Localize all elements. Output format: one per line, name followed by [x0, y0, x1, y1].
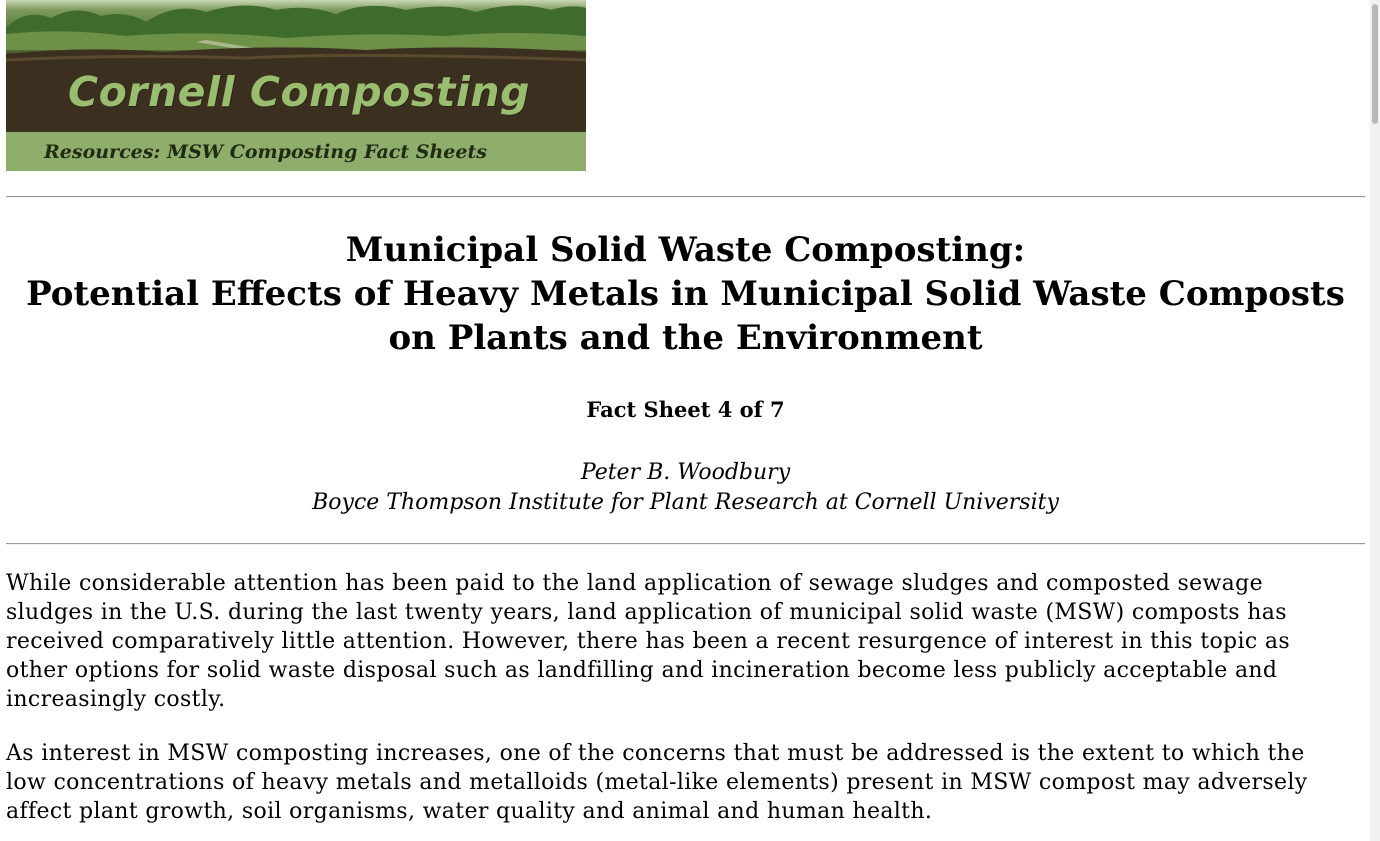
horizontal-divider-top: [6, 196, 1365, 198]
title-line-3: on Plants and the Environment: [388, 318, 983, 358]
author-block: [0, 458, 1371, 518]
title-line-2: Potential Effects of Heavy Metals in Municipal Solid Waste Composts: [26, 274, 1345, 314]
author-name: Peter B. Woodbury: [580, 460, 791, 485]
banner-subtitle: Resources: MSW Composting Fact Sheets: [44, 141, 487, 163]
scrollbar-thumb[interactable]: [1372, 4, 1378, 124]
vertical-scrollbar[interactable]: [1370, 0, 1380, 841]
fact-sheet-number: Fact Sheet 4 of 7: [586, 397, 785, 422]
banner-title: Cornell Composting: [68, 68, 530, 116]
cornell-composting-banner[interactable]: [6, 0, 586, 171]
body-paragraph: While considerable attention has been paid to the land application of sewage sludges and composted sewage sludges in the U.S. during the last twenty years, land application of municipal solid waste (MSW) composts has received comparatively little attention. However, there has been a recent resurgence of interest in this topic as other options for solid waste disposal such as landfilling and incineration become less publicly acceptable and increasingly costly.: [6, 571, 1290, 712]
body-paragraph: As interest in MSW composting increases, one of the concerns that must be addressed is the extent to which the low concentrations of heavy metals and metalloids (metal-like elements) present in MSW compost may adversely affect plant growth, soil organisms, water quality and animal and human health.: [6, 741, 1308, 824]
title-line-1: Municipal Solid Waste Composting:: [345, 230, 1026, 270]
author-institution: Boyce Thompson Institute for Plant Research at Cornell University: [312, 490, 1059, 515]
horizontal-divider-bottom: [6, 543, 1365, 545]
page-title: [0, 228, 1371, 360]
